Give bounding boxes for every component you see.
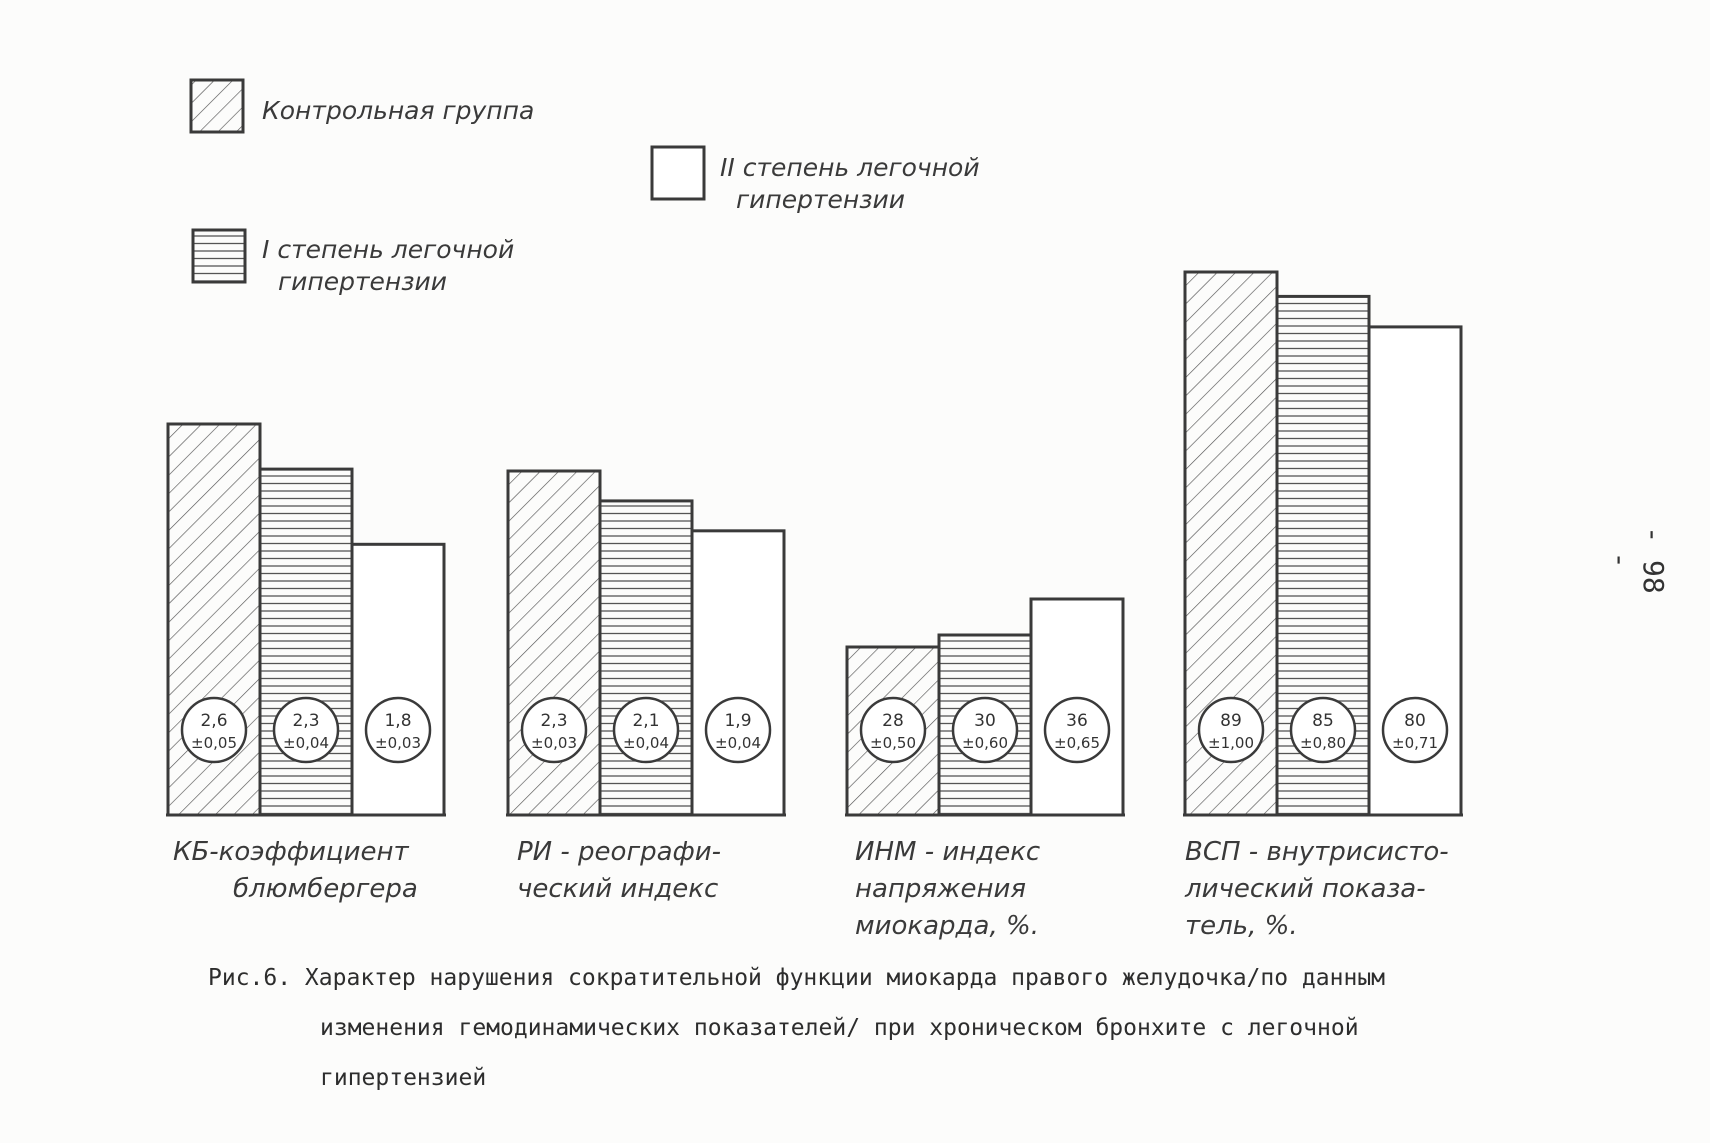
value-label — [1199, 698, 1263, 762]
category-label-line: напряжения — [855, 874, 1027, 904]
category-labels — [173, 837, 1449, 941]
error-text: ±0,80 — [1300, 734, 1346, 752]
value-label — [861, 698, 925, 762]
value-label — [1045, 698, 1109, 762]
value-text: 89 — [1220, 711, 1242, 731]
legend-label: гипертензии — [278, 267, 448, 296]
bar — [600, 501, 692, 815]
error-text: ±0,03 — [531, 734, 577, 752]
error-text: ±0,60 — [962, 734, 1008, 752]
legend — [191, 80, 980, 296]
value-label — [1383, 698, 1447, 762]
error-text: ±0,71 — [1392, 734, 1438, 752]
value-text: 1,9 — [724, 711, 752, 731]
value-text: 2,6 — [200, 711, 228, 731]
category-label — [517, 837, 721, 904]
page-number: - 98 - — [1604, 526, 1670, 594]
value-text: 28 — [882, 711, 904, 731]
error-text: ±1,00 — [1208, 734, 1254, 752]
value-label — [953, 698, 1017, 762]
value-label — [706, 698, 770, 762]
error-text: ±0,50 — [870, 734, 916, 752]
legend-swatch — [652, 147, 704, 199]
category-label — [1184, 837, 1449, 941]
category-label-line: ческий индекс — [517, 874, 719, 904]
value-label — [1291, 698, 1355, 762]
value-label — [274, 698, 338, 762]
error-text: ±0,04 — [283, 734, 329, 752]
category-label-line: миокарда, %. — [855, 911, 1039, 941]
category-label-line: РИ - реографи- — [517, 837, 722, 867]
figure-caption — [208, 953, 1608, 1103]
legend-swatch — [191, 80, 243, 132]
category-label-line: ИНМ - индекс — [855, 837, 1041, 867]
bar — [692, 531, 784, 815]
legend-item — [191, 80, 534, 132]
value-text: 85 — [1312, 711, 1334, 731]
value-text: 36 — [1066, 711, 1088, 731]
value-label — [614, 698, 678, 762]
value-text: 1,8 — [384, 711, 412, 731]
value-text: 80 — [1404, 711, 1426, 731]
bar-group-РИ — [506, 471, 786, 815]
category-label-line: ВСП - внутрисисто- — [1185, 837, 1449, 867]
value-text: 2,3 — [292, 711, 320, 731]
legend-label: Контрольная группа — [262, 96, 535, 125]
category-label-line: лический показа- — [1185, 874, 1426, 904]
error-text: ±0,03 — [375, 734, 421, 752]
category-label — [173, 837, 418, 904]
value-text: 30 — [974, 711, 996, 731]
error-text: ±0,04 — [715, 734, 761, 752]
error-text: ±0,04 — [623, 734, 669, 752]
category-label-line: блюмбергера — [233, 874, 418, 904]
legend-item — [193, 230, 514, 296]
legend-item — [652, 147, 980, 214]
caption-line-3: гипертензией — [320, 1065, 487, 1091]
value-label — [366, 698, 430, 762]
bar — [352, 544, 444, 815]
category-label-line: тель, %. — [1185, 911, 1298, 941]
caption-line-1: Рис.6. Характер нарушения сократительной функции миокарда правого желудочка/по данным — [208, 965, 1386, 991]
legend-label: II степень легочной — [720, 153, 980, 182]
legend-swatch — [193, 230, 245, 282]
value-text: 2,1 — [632, 711, 660, 731]
caption-line-2: изменения гемодинамических показателей/ при хроническом бронхите с легочной — [320, 1015, 1359, 1041]
value-label — [522, 698, 586, 762]
category-label-line: КБ-коэффициент — [173, 837, 409, 867]
legend-label: гипертензии — [736, 185, 906, 214]
error-text: ±0,05 — [191, 734, 237, 752]
category-label — [855, 837, 1040, 941]
bar — [508, 471, 600, 815]
bars — [166, 272, 1463, 815]
error-text: ±0,65 — [1054, 734, 1100, 752]
value-label — [182, 698, 246, 762]
value-text: 2,3 — [540, 711, 568, 731]
legend-label: I степень легочной — [262, 235, 515, 264]
